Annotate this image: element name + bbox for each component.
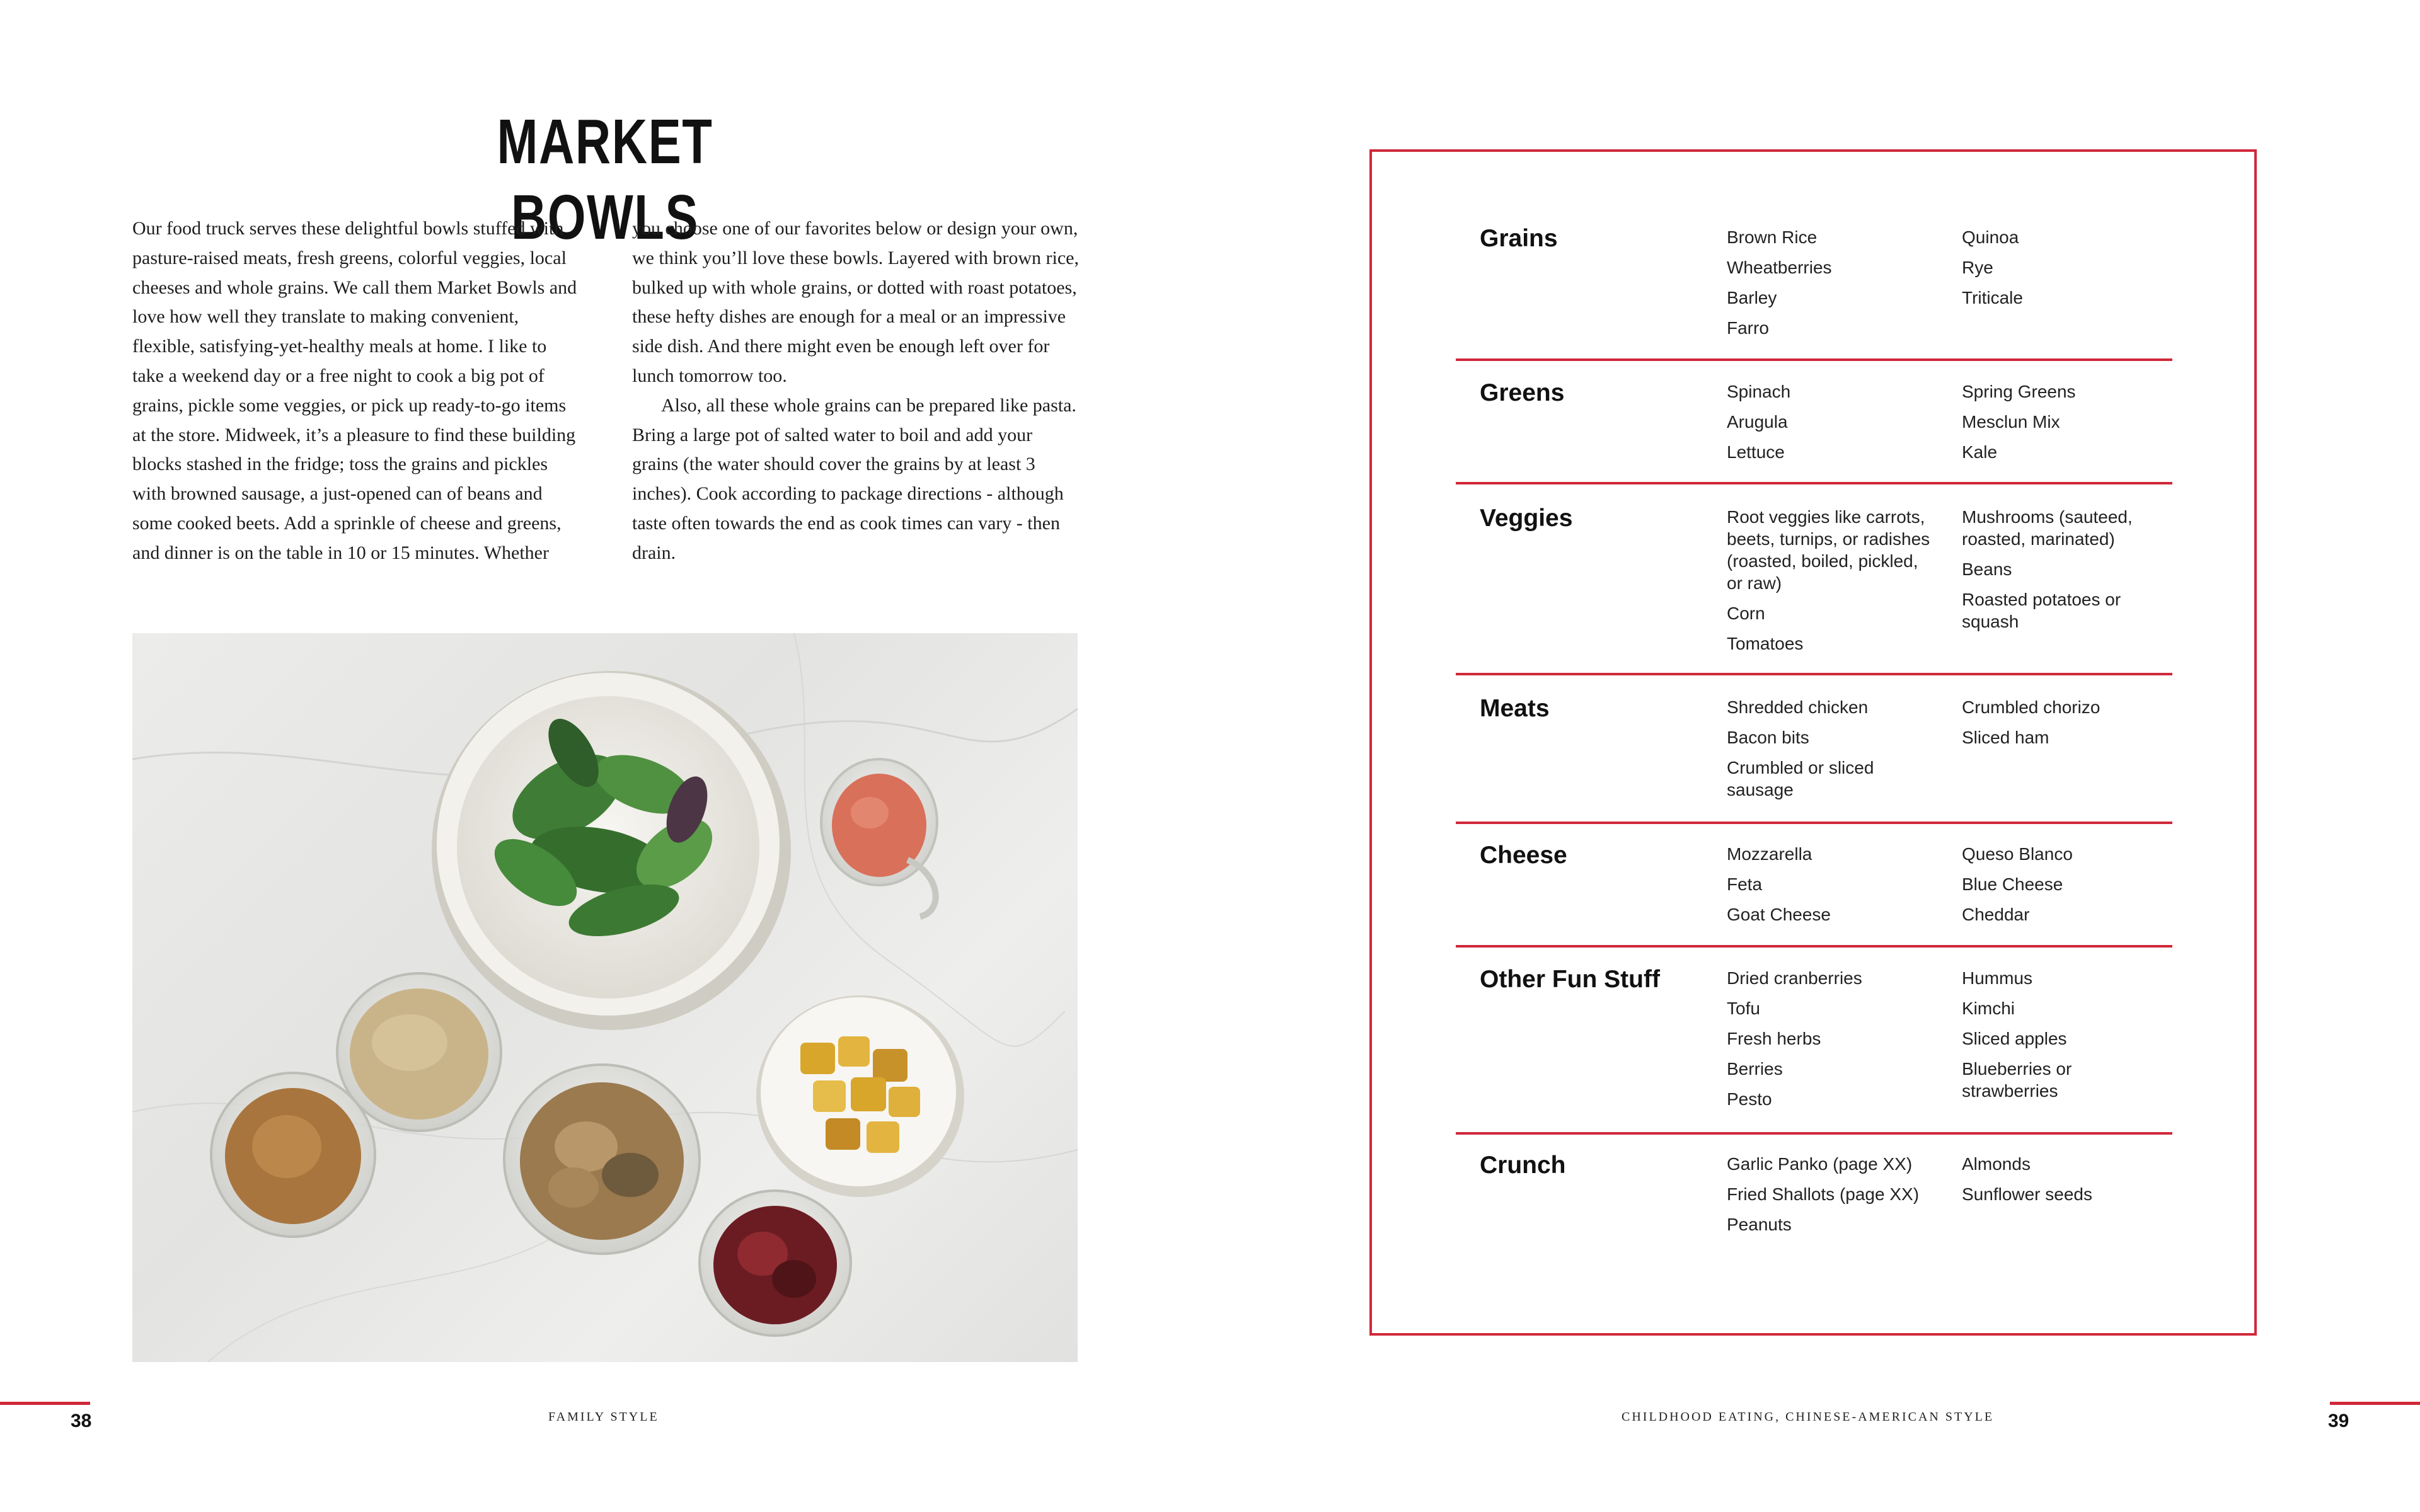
potato-bowl xyxy=(756,995,964,1197)
ingredient-item: Mozzarella xyxy=(1727,844,1812,864)
category-items-column xyxy=(1727,381,1935,471)
market-bowl-ingredients-photo xyxy=(132,633,1078,1362)
intro-paragraph: you choose one of our favorites below or design your own, we think you’ll love these bowls. Layered with brown rice, bulked up with whole grains, or dotted with roast potatoes, these hefty dishes are enough for a meal or an impressive side dish. And there might even be enough left over for lunch tomorrow too. xyxy=(632,218,1079,386)
ingredient-item: Dried cranberries xyxy=(1727,968,1862,988)
chicken-bowl xyxy=(504,1065,700,1254)
ingredient-item: Garlic Panko (page XX) xyxy=(1727,1154,1913,1174)
ingredient-item: Blueberries or strawberries xyxy=(1962,1059,2072,1101)
ingredient-item: Berries xyxy=(1727,1059,1783,1079)
ingredient-item: Queso Blanco xyxy=(1962,844,2073,864)
intro-paragraph: Also, all these whole grains can be prepared like pasta. Bring a large pot of salted water to boil and add your grains (the water should cover the grains by at least 3 inches). Cook according to package directions - although taste often towards the end as cook times can vary - then drain. xyxy=(632,394,1076,563)
category-items-column xyxy=(1727,226,1935,347)
ingredient-item: Shredded chicken xyxy=(1727,697,1869,717)
category-heading: Other Fun Stuff xyxy=(1480,966,1660,993)
category-items-column xyxy=(1727,967,1935,1118)
intro-column-right xyxy=(632,214,1080,568)
category-items-column xyxy=(1962,696,2170,757)
ingredient-item: Farro xyxy=(1727,318,1769,338)
ingredient-item: Spinach xyxy=(1727,382,1791,401)
ingredient-item: Pesto xyxy=(1727,1089,1772,1109)
ingredient-item: Crumbled chorizo xyxy=(1962,697,2100,717)
ingredient-item: Root veggies like carrots, beets, turnips, or radishes (roasted, boiled, pickled, or raw) xyxy=(1727,507,1930,593)
ingredient-item: Corn xyxy=(1727,604,1765,623)
category-items-column xyxy=(1727,506,1935,663)
greens-bowl xyxy=(432,671,791,1030)
ingredient-item: Sliced apples xyxy=(1962,1029,2067,1048)
category-items-column xyxy=(1962,967,2170,1110)
category-grains xyxy=(1456,224,2172,361)
ingredient-item: Almonds xyxy=(1962,1154,2031,1174)
ingredient-item: Tofu xyxy=(1727,999,1760,1018)
ingredient-item: Rye xyxy=(1962,258,1993,277)
category-heading: Meats xyxy=(1480,695,1550,722)
category-items-column xyxy=(1962,1153,2170,1213)
category-veggies xyxy=(1456,503,2172,675)
ingredient-item: Sunflower seeds xyxy=(1962,1184,2093,1204)
page-number-right: 39 xyxy=(2328,1411,2349,1431)
intro-column-left xyxy=(132,214,580,568)
ingredient-item: Spring Greens xyxy=(1962,382,2076,401)
category-cheese xyxy=(1456,840,2172,948)
category-crunch xyxy=(1456,1150,2172,1289)
category-heading: Grains xyxy=(1480,225,1558,252)
ingredient-item: Goat Cheese xyxy=(1727,905,1831,924)
ingredient-item: Fresh herbs xyxy=(1727,1029,1821,1048)
ingredient-item: Mesclun Mix xyxy=(1962,412,2060,432)
category-heading: Crunch xyxy=(1480,1152,1566,1179)
category-items-column xyxy=(1962,226,2170,317)
ingredient-item: Fried Shallots (page XX) xyxy=(1727,1184,1920,1204)
ingredient-item: Beans xyxy=(1962,559,2012,579)
running-head-left: FAMILY STYLE xyxy=(548,1410,659,1424)
ingredient-item: Cheddar xyxy=(1962,905,2030,924)
ingredient-item: Peanuts xyxy=(1727,1215,1792,1234)
shallots-bowl xyxy=(211,1073,375,1237)
category-items-column xyxy=(1727,696,1935,809)
ingredient-item: Sliced ham xyxy=(1962,728,2049,747)
category-heading: Greens xyxy=(1480,379,1565,406)
cranberries-bowl xyxy=(700,1191,851,1336)
category-meats xyxy=(1456,694,2172,824)
ingredient-item: Brown Rice xyxy=(1727,227,1818,247)
page-title: MARKET BOWLS xyxy=(497,106,713,253)
category-items-column xyxy=(1962,381,2170,471)
rice-bowl xyxy=(337,973,501,1131)
ingredient-item: Kale xyxy=(1962,442,1998,462)
folio-rule-right xyxy=(2330,1402,2420,1405)
ingredient-item: Tomatoes xyxy=(1727,634,1804,653)
category-other-fun-stuff xyxy=(1456,965,2172,1135)
category-items-column xyxy=(1727,1153,1935,1244)
ingredient-item: Arugula xyxy=(1727,412,1788,432)
ingredient-item: Crumbled or sliced sausage xyxy=(1727,758,1874,799)
ingredient-item: Roasted potatoes or squash xyxy=(1962,590,2121,631)
ingredient-item: Blue Cheese xyxy=(1962,874,2063,894)
ingredient-item: Mushrooms (sauteed, roasted, marinated) xyxy=(1962,507,2133,549)
ingredient-item: Bacon bits xyxy=(1727,728,1809,747)
ingredient-item: Quinoa xyxy=(1962,227,2019,247)
ingredient-item: Hummus xyxy=(1962,968,2033,988)
category-items-column xyxy=(1962,506,2170,641)
category-heading: Cheese xyxy=(1480,842,1567,869)
folio-rule-left xyxy=(0,1402,90,1405)
running-head-right: CHILDHOOD EATING, CHINESE-AMERICAN STYLE xyxy=(1622,1410,1995,1424)
category-items-column xyxy=(1962,843,2170,934)
page-number-left: 38 xyxy=(71,1411,92,1431)
ingredient-item: Kimchi xyxy=(1962,999,2015,1018)
category-items-column xyxy=(1727,843,1935,934)
ingredient-item: Triticale xyxy=(1962,288,2023,307)
ingredient-item: Lettuce xyxy=(1727,442,1785,462)
dressing-pitcher xyxy=(821,759,937,917)
photo-illustration xyxy=(132,633,1078,1362)
ingredient-item: Barley xyxy=(1727,288,1777,307)
ingredient-item: Feta xyxy=(1727,874,1763,894)
category-heading: Veggies xyxy=(1480,505,1573,532)
intro-paragraph: Our food truck serves these delightful bowls stuffed with pasture-raised meats, fresh greens, colorful veggies, local cheeses and whole grains. We call them Market Bowls and love how well they translate to making convenient, flexible, satisfying-yet-healthy meals at home. I like to take a weekend day or a free night to cook a big pot of grains, pickle some veggies, or pick up ready-to-go items at the store. Midweek, it’s a pleasure to find these building blocks stashed in the fridge; toss the grains and pickles with browned sausage, a just-opened can of beans and some cooked beets. Add a sprinkle of cheese and greens, and dinner is on the table in 10 or 15 minutes. Whether xyxy=(132,218,577,563)
category-greens xyxy=(1456,378,2172,484)
ingredient-item: Wheatberries xyxy=(1727,258,1832,277)
